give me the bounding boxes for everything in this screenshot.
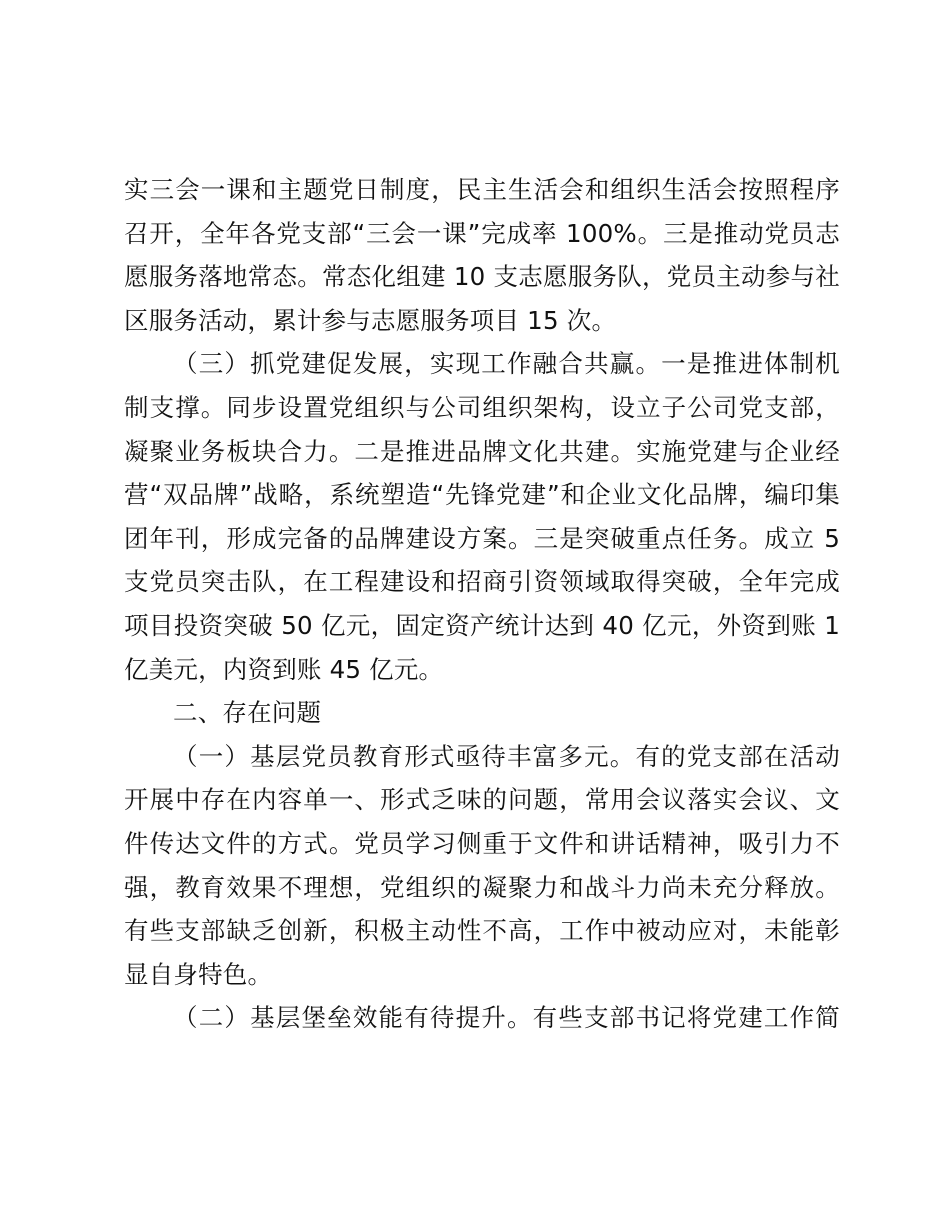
text-line: 团年刊，形成完备的品牌建设方案。三是突破重点任务。成立 5 xyxy=(124,523,840,553)
paragraph-grassroots-efficiency xyxy=(124,996,840,1040)
text-line: 有些支部缺乏创新，积极主动性不高，工作中被动应对，未能彰 xyxy=(124,916,840,946)
section-heading-existing-problems xyxy=(124,691,840,735)
paragraph-education-forms xyxy=(124,735,840,997)
text-line: 区服务活动，累计参与志愿服务项目 15 次。 xyxy=(124,305,617,335)
text-line: 凝聚业务板块合力。二是推进品牌文化共建。实施党建与企业经 xyxy=(124,436,840,466)
text-line: （三）抓党建促发展，实现工作融合共赢。一是推进体制机 xyxy=(173,349,840,379)
text-line: 亿美元，内资到账 45 亿元。 xyxy=(124,654,444,684)
text-line: 件传达文件的方式。党员学习侧重于文件和讲话精神，吸引力不 xyxy=(124,828,840,858)
text-line: 召开，全年各党支部“三会一课”完成率 100%。三是推动党员志 xyxy=(124,218,840,248)
paragraph-volunteer-service xyxy=(124,168,840,342)
text-line: 强，教育效果不理想，党组织的凝聚力和战斗力尚未充分释放。 xyxy=(124,872,840,902)
paragraph-party-building-development xyxy=(124,342,840,691)
text-line: 实三会一课和主题党日制度，民主生活会和组织生活会按照程序 xyxy=(124,175,840,204)
text-line: 支党员突击队，在工程建设和招商引资领域取得突破，全年完成 xyxy=(124,567,840,597)
text-line: 营“双品牌”战略，系统塑造“先锋党建”和企业文化品牌，编印集 xyxy=(124,480,840,510)
text-line: 制支撑。同步设置党组织与公司组织架构，设立子公司党支部， xyxy=(124,392,840,422)
text-line: 显自身特色。 xyxy=(124,959,273,989)
text-line: 开展中存在内容单一、形式乏味的问题，常用会议落实会议、文 xyxy=(124,785,840,815)
document-body xyxy=(124,168,840,1040)
text-line: （二）基层堡垒效能有待提升。有些支部书记将党建工作简 xyxy=(173,1003,840,1033)
section-heading: 二、存在问题 xyxy=(173,698,322,728)
text-line: 愿服务落地常态。常态化组建 10 支志愿服务队，党员主动参与社 xyxy=(124,262,840,292)
text-line: 项目投资突破 50 亿元，固定资产统计达到 40 亿元，外资到账 1 xyxy=(124,610,840,640)
text-line: （一）基层党员教育形式亟待丰富多元。有的党支部在活动 xyxy=(173,741,840,771)
